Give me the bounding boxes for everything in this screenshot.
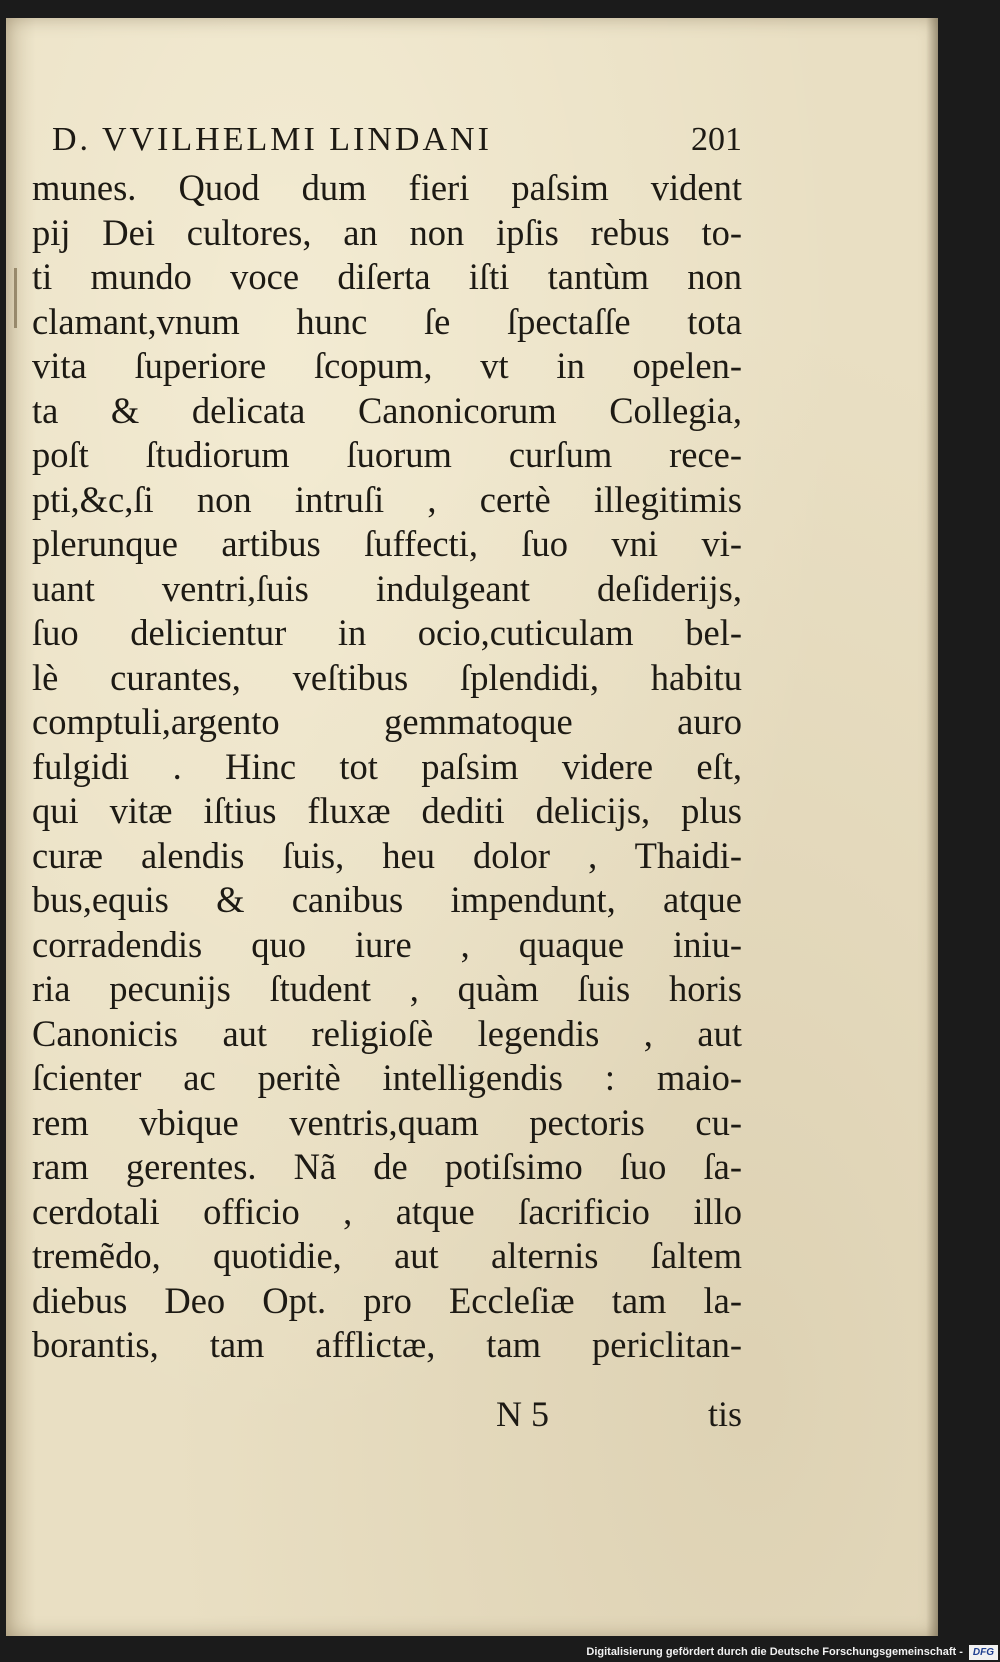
text-line: diebus Deo Opt. pro Eccleſiæ tam la- <box>32 1279 742 1321</box>
text-line: rem vbique ventris,quam pectoris cu- <box>32 1101 742 1143</box>
gutter-mark <box>14 268 17 328</box>
text-line: pij Dei cultores, an non ipſis rebus to- <box>32 211 742 253</box>
text-line: munes. Quod dum fieri paſsim vident <box>32 167 742 208</box>
text-line: ram gerentes. Nã de potiſsimo ſuo ſa- <box>32 1146 742 1187</box>
signature-mark: N 5 <box>496 1394 549 1434</box>
page-edge-shadow <box>926 18 938 1636</box>
text-line: lè curantes, veſtibus ſplendidi, habitu <box>32 656 742 698</box>
text-line: ſuo delicientur in ocio,cuticulam bel- <box>32 612 742 653</box>
page-number: 201 <box>691 121 742 158</box>
text-line: tremẽdo, quotidie, aut alternis ſaltem <box>32 1235 742 1276</box>
text-line: fulgidi . Hinc tot paſsim videre eſt, <box>32 745 742 787</box>
text-line: ta & delicata Canonicorum Collegia, <box>32 389 742 431</box>
text-line: cerdotali officio , atque ſacrificio illo <box>32 1190 742 1232</box>
text-line: vita ſuperiore ſcopum, vt in opelen- <box>32 345 742 386</box>
funding-credit: Digitalisierung gefördert durch die Deutsche Forschungsgemeinschaft - <box>586 1646 963 1658</box>
text-line: poſt ſtudiorum ſuorum curſum rece- <box>32 434 742 475</box>
catchword: tis <box>707 1394 742 1434</box>
text-line: uant ventri,ſuis indulgeant deſiderijs, <box>32 567 742 609</box>
body-text <box>32 166 742 1368</box>
text-line: corradendis quo iure , quaque iniu- <box>32 923 742 965</box>
text-line: plerunque artibus ſuffecti, ſuo vni vi- <box>32 523 742 564</box>
text-line: ſcienter ac peritè intelligendis : maio- <box>32 1057 742 1098</box>
text-line: pti,&c,ſi non intruſi , certè illegitimis <box>32 478 742 520</box>
text-line: Canonicis aut religioſè legendis , aut <box>32 1012 742 1054</box>
running-head <box>52 121 742 159</box>
text-line: borantis, tam afflictæ, tam periclitan- <box>32 1324 742 1365</box>
text-line: curæ alendis ſuis, heu dolor , Thaidi- <box>32 834 742 876</box>
text-line: ria pecunijs ſtudent , quàm ſuis horis <box>32 968 742 1009</box>
text-line: comptuli,argento gemmatoque auro <box>32 701 742 742</box>
book-page <box>6 18 938 1636</box>
dfg-logo: DFG <box>969 1645 998 1660</box>
digitization-footer <box>586 1642 1000 1662</box>
text-line: clamant,vnum hunc ſe ſpectaſſe tota <box>32 300 742 342</box>
running-head-title: D. VVILHELMI LINDANI <box>52 121 492 158</box>
text-line: bus,equis & canibus impendunt, atque <box>32 879 742 920</box>
text-line: qui vitæ iſtius fluxæ dediti delicijs, plus <box>32 790 742 831</box>
text-line: ti mundo voce diſerta iſti tantùm non <box>32 256 742 297</box>
